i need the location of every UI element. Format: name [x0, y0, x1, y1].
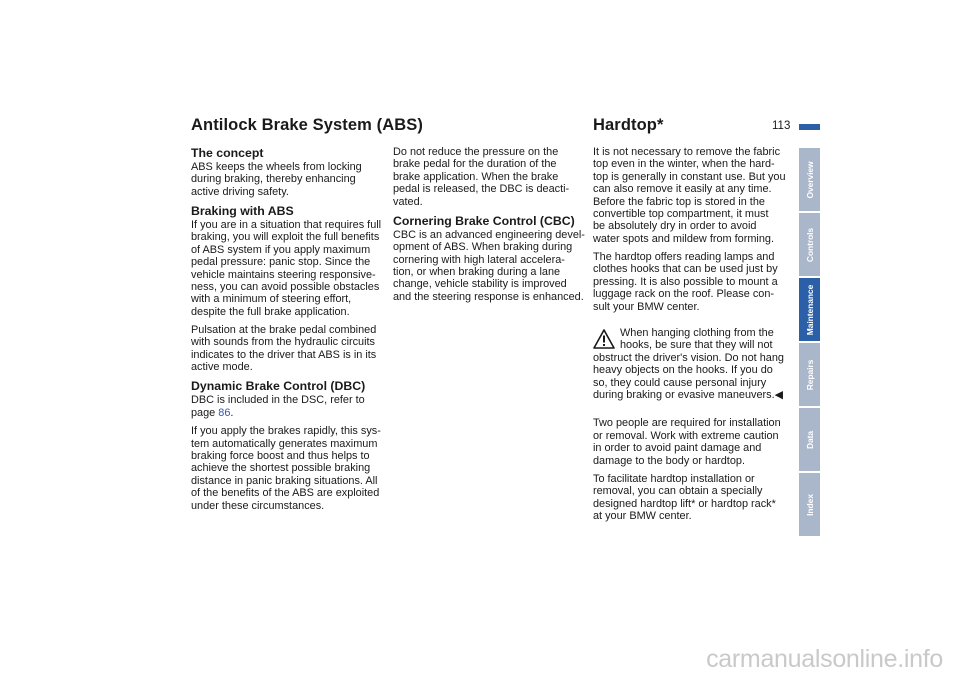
- text-line: during braking or evasive maneuvers.◀: [593, 389, 783, 402]
- cbc-paragraph: [393, 229, 588, 303]
- text-line: top even in the winter, when the hard-: [593, 158, 775, 171]
- tab-controls[interactable]: [799, 213, 820, 276]
- text-line: removal, you can obtain a specially: [593, 485, 763, 498]
- text-line: water spots and mildew from forming.: [593, 232, 774, 245]
- text-line: despite the full brake application.: [191, 305, 350, 318]
- text-line: braking force boost and thus helps to: [191, 449, 370, 462]
- text-line: heavy objects on the hooks. If you do: [593, 364, 773, 377]
- text-line: The hardtop offers reading lamps and: [593, 251, 775, 264]
- text-line: If you apply the brakes rapidly, this sys-: [191, 425, 381, 438]
- warning-note: [593, 327, 788, 401]
- text-line: with a minimum of steering effort,: [191, 293, 352, 306]
- concept-paragraph: [191, 161, 386, 198]
- tab-label-repairs: Repairs: [804, 359, 815, 390]
- tab-data[interactable]: [799, 408, 820, 471]
- text-line: designed hardtop lift* or hardtop rack*: [593, 497, 776, 510]
- text-line: indicates to the driver that ABS is in its: [191, 348, 377, 361]
- text-line: achieve the shortest possible braking: [191, 462, 371, 475]
- text-line: active mode.: [191, 361, 253, 374]
- heading-the-concept: The concept: [191, 146, 264, 160]
- text-line: in order to avoid paint damage and: [593, 442, 762, 455]
- warning-indented-text: [593, 327, 788, 352]
- text-line: When hanging clothing from the: [620, 327, 774, 340]
- text-line: brake application. When the brake: [393, 170, 559, 183]
- side-nav: [799, 148, 820, 538]
- text-line: and the steering response is enhanced.: [393, 290, 584, 303]
- dbc-reference-line: DBC is included in the DSC, refer to: [191, 394, 365, 407]
- text-line: If you are in a situation that requires full: [191, 219, 382, 232]
- spacer: [593, 407, 788, 417]
- page-suffix: .: [230, 406, 234, 419]
- text-line: hooks, be sure that they will not: [620, 339, 773, 352]
- page-prefix: page: [191, 406, 219, 419]
- text-line: during braking, thereby enhancing: [191, 173, 356, 186]
- dbc-continued-paragraph: [393, 146, 588, 208]
- heading-braking-with-abs: Braking with ABS: [191, 204, 294, 219]
- section-title-abs: Antilock Brake System (ABS): [191, 116, 423, 134]
- dbc-paragraph-2: [191, 425, 386, 512]
- text-line: clothes hooks that can be used just by: [593, 263, 778, 276]
- warning-rest-text: [593, 352, 788, 402]
- text-line: under these circumstances.: [191, 499, 325, 512]
- text-line: active driving safety.: [191, 185, 289, 198]
- text-line: pedal is released, the DBC is deacti-: [393, 183, 570, 196]
- tab-index[interactable]: [799, 473, 820, 536]
- text-line: To facilitate hardtop installation or: [593, 472, 755, 485]
- heading-dbc: Dynamic Brake Control (DBC): [191, 379, 366, 394]
- hardtop-paragraph-1: [593, 146, 788, 245]
- heading-cbc: Cornering Brake Control (CBC): [393, 213, 575, 228]
- text-line: braking, you will exploit the full benefits: [191, 231, 380, 244]
- text-line: damage to the body or hardtop.: [593, 454, 745, 467]
- text-line: vehicle maintains steering responsive-: [191, 268, 376, 281]
- text-line: Do not reduce the pressure on the: [393, 146, 559, 158]
- page-number: 113: [772, 120, 791, 132]
- column-left: [191, 146, 386, 518]
- text-line: pedal pressure: panic stop. Since the: [191, 256, 371, 269]
- braking-paragraph-1: [191, 219, 386, 318]
- text-line: of the benefits of the ABS are exploited: [191, 487, 380, 500]
- dbc-reference-paragraph: [191, 394, 386, 419]
- text-line: change, vehicle stability is improved: [393, 278, 567, 291]
- text-line: can also remove it easily at any time.: [593, 183, 772, 196]
- text-line: luggage rack on the roof. Please con-: [593, 288, 775, 301]
- page-86-link[interactable]: 86: [218, 406, 231, 419]
- text-line: of ABS system if you apply maximum: [191, 243, 371, 256]
- text-line: cornering with high lateral accelera-: [393, 253, 565, 266]
- text-line: with sounds from the hydraulic circuits: [191, 336, 376, 349]
- text-line: tem automatically generates maximum: [191, 437, 378, 450]
- text-line: It is not necessary to remove the fabric: [593, 146, 781, 158]
- tab-repairs[interactable]: [799, 343, 820, 406]
- text-line: at your BMW center.: [593, 509, 692, 522]
- text-line: Before the fabric top is stored in the: [593, 195, 765, 208]
- tab-label-controls: Controls: [804, 227, 815, 262]
- hardtop-paragraph-3: [593, 417, 788, 467]
- text-line: ness, you can avoid possible obstacles: [191, 281, 380, 294]
- warning-triangle-icon: [593, 329, 615, 349]
- tab-overview[interactable]: [799, 148, 820, 211]
- text-line: sult your BMW center.: [593, 300, 700, 313]
- text-line: Pulsation at the brake pedal combined: [191, 324, 377, 337]
- text-line: CBC is an advanced engineering devel-: [393, 228, 585, 241]
- braking-paragraph-2: [191, 324, 386, 374]
- text-line: top is generally in constant use. But you: [593, 170, 786, 183]
- text-line: ABS keeps the wheels from locking: [191, 161, 362, 173]
- text-line: opment of ABS. When braking during: [393, 241, 573, 254]
- section-title-hardtop: Hardtop*: [593, 116, 664, 134]
- tab-label-data: Data: [804, 430, 815, 449]
- dbc-reference-page-line: [191, 407, 386, 419]
- hardtop-paragraph-4: [593, 473, 788, 523]
- text-line: convertible top compartment, it must: [593, 208, 769, 221]
- tab-label-index: Index: [804, 493, 815, 516]
- text-line: obstruct the driver's vision. Do not hang: [593, 351, 784, 364]
- text-line: so, they could cause personal injury: [593, 376, 767, 389]
- text-line: Two people are required for installation: [593, 417, 781, 430]
- tab-maintenance[interactable]: [799, 278, 820, 341]
- text-line: be absolutely dry in order to avoid: [593, 220, 757, 233]
- column-right: [593, 146, 788, 528]
- text-line: or removal. Work with extreme caution: [593, 429, 779, 442]
- page-marker-bar: [799, 124, 820, 130]
- tab-label-maintenance: Maintenance: [804, 284, 815, 335]
- hardtop-paragraph-2: [593, 251, 788, 313]
- text-line: pressing. It is also possible to mount a: [593, 275, 778, 288]
- text-line: tion, or when braking during a lane: [393, 266, 561, 279]
- tab-label-overview: Overview: [804, 160, 815, 199]
- column-middle: [393, 146, 588, 309]
- text-line: brake pedal for the duration of the: [393, 158, 557, 171]
- text-line: distance in panic braking situations. All: [191, 474, 378, 487]
- watermark: carmanualsonline.info: [706, 645, 943, 673]
- text-line: vated.: [393, 195, 423, 208]
